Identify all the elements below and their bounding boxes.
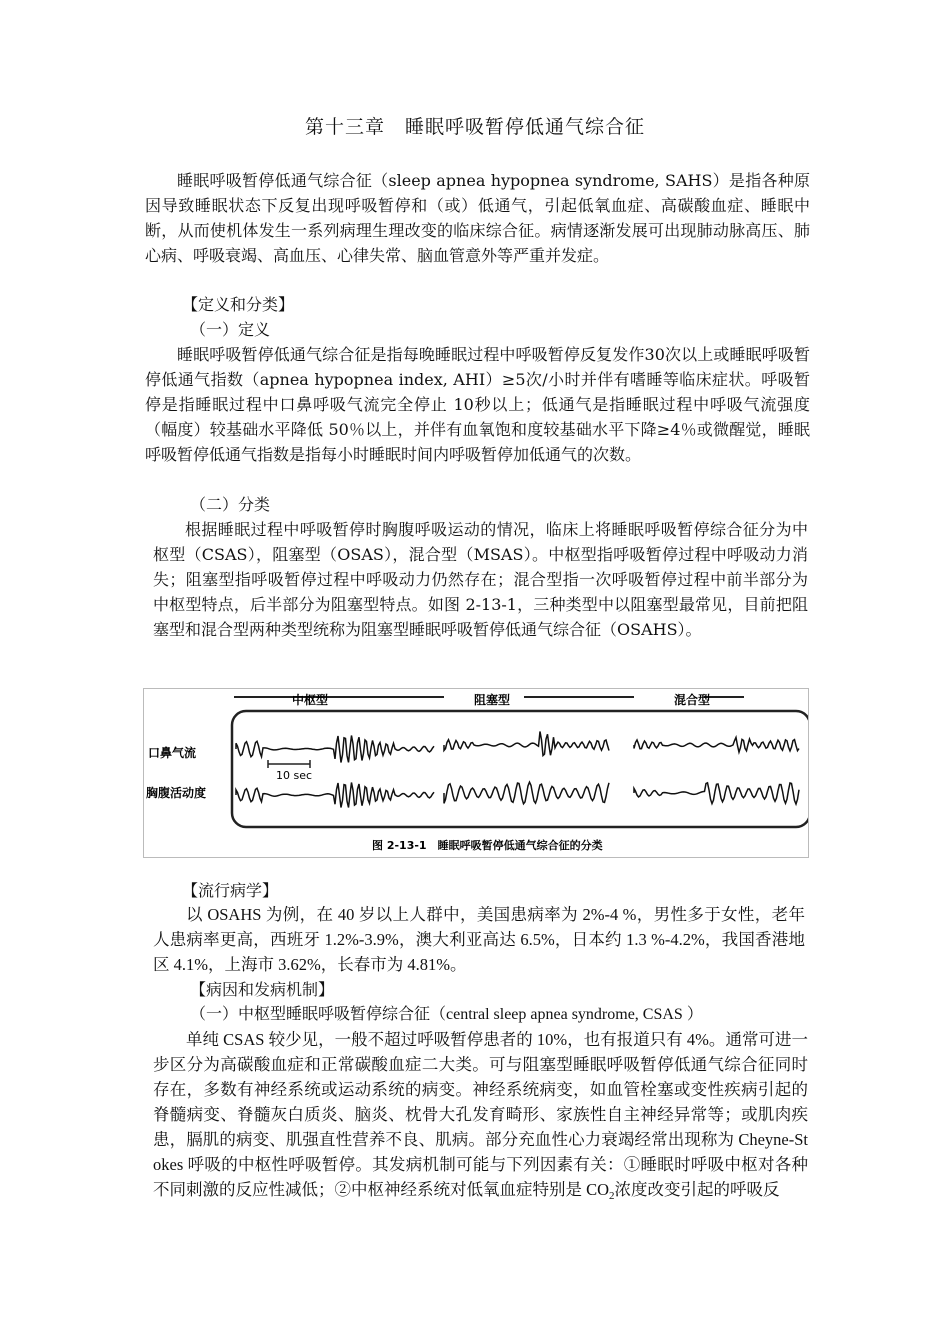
waveforms bbox=[236, 732, 799, 808]
obstructive-effort-trace bbox=[444, 782, 609, 804]
co2-subscript: 2 bbox=[609, 1190, 615, 1202]
label-central: 中枢型 bbox=[292, 693, 329, 707]
label-mixed: 混合型 bbox=[674, 693, 711, 707]
figure-caption: 图 2-13-1 睡眠呼吸暂停低通气综合征的分类 bbox=[372, 839, 603, 852]
central-effort-trace bbox=[236, 783, 434, 808]
intro-paragraph: 睡眠呼吸暂停低通气综合征（sleep apnea hypopnea syndrome, SAHS）是指各种原因导致睡眠状态下反复出现呼吸暂停和（或）低通气，引起低氧血症、高碳酸血症、睡眠中断，从而使机体发生一系列病理生理改变的临床综合征。病情逐渐发展可出现肺动脉高压、肺心病、呼吸衰竭、高血压、心律失常、脑血管意外等严重并发症。 bbox=[145, 171, 810, 265]
definition-paragraph: 睡眠呼吸暂停低通气综合征是指每晚睡眠过程中呼吸暂停反复发作30次以上或睡眠呼吸暂停低通气指数（apnea hypopnea index, AHI）≥5次/小时并伴有嗜睡等临床症状。呼吸暂停是指睡眠过程中口鼻呼吸气流完全停止 10秒以上；低通气是指睡眠过程中呼吸气流强度（幅度）较基础水平降低 50％以上，并伴有血氧饱和度较基础水平下降≥4％或微醒觉，睡眠呼吸暂停低通气指数是指每小时睡眠时间内呼吸暂停加低通气的次数。 bbox=[145, 345, 810, 464]
obstructive-airflow-trace bbox=[444, 732, 609, 756]
subheading-csas: （一）中枢型睡眠呼吸暂停综合征（central sleep apnea syndrome, CSAS ） bbox=[190, 1006, 703, 1023]
subheading-classification: （二）分类 bbox=[190, 495, 271, 514]
chapter-title: 第十三章 睡眠呼吸暂停低通气综合征 bbox=[304, 116, 645, 138]
figure-sleep-apnea-types bbox=[143, 688, 809, 858]
epidemiology-paragraph: 以 OSAHS 为例，在 40 岁以上人群中，美国患病率为 2%-4 %，男性多于女性，老年人患病率更高，西班牙 1.2%-3.9%，澳大利亚高达 6.5%，日本约 1.3 %-4.2%，我国香港地区 4.1%，上海市 3.62%，长春市为 4.81%。 bbox=[153, 905, 805, 974]
mixed-airflow-trace bbox=[634, 737, 799, 752]
mixed-effort-trace bbox=[634, 783, 799, 804]
csas-paragraph bbox=[153, 1027, 808, 1202]
label-effort: 胸腹活动度 bbox=[146, 786, 207, 800]
csas-text: 单纯 CSAS 较少见，一般不超过呼吸暂停患者的 10%，也有报道只有 4%。通常可进一步区分为高碳酸血症和正常碳酸血症二大类。可与阻塞型睡眠呼吸暂停低通气综合征同时存在，多数有神经系统或运动系统的病变。神经系统病变，如血管栓塞或变性疾病引起的脊髓病变、脊髓灰白质炎、脑炎、枕骨大孔发育畸形、家族性自主神经异常等；或肌肉疾患，膈肌的病变、肌强直性营养不良、肌病。部分充血性心力衰竭经常出现称为 Cheyne-Stokes 呼吸的中枢性呼吸暂停。其发病机制可能与下列因素有关：①睡眠时呼吸中枢对各种不同刺激的反应性减低；②中枢神经系统对低氧血症特别是 CO bbox=[153, 1030, 808, 1199]
scale-label: 10 sec bbox=[276, 769, 313, 782]
figure-frame bbox=[232, 711, 808, 827]
section-heading-definition: 【定义和分类】 bbox=[182, 295, 295, 314]
section-heading-etiology: 【病因和发病机制】 bbox=[190, 980, 335, 999]
classification-paragraph: 根据睡眠过程中呼吸暂停时胸腹呼吸运动的情况，临床上将睡眠呼吸暂停综合征分为中枢型（CSAS），阻塞型（OSAS），混合型（MSAS）。中枢型指呼吸暂停过程中呼吸动力消失；阻塞型指呼吸暂停过程中呼吸动力仍然存在；混合型指一次呼吸暂停过程中前半部分为中枢型特点，后半部分为阻塞型特点。如图 2-13-1，三种类型中以阻塞型最常见，目前把阻塞型和混合型两种类型统称为阻塞型睡眠呼吸暂停低通气综合征（OSAHS）。 bbox=[153, 520, 808, 639]
figure-svg bbox=[144, 689, 808, 857]
label-airflow: 口鼻气流 bbox=[148, 746, 197, 760]
central-airflow-trace bbox=[236, 736, 434, 763]
subheading-definition: （一）定义 bbox=[190, 320, 271, 339]
csas-text-tail: 浓度改变引起的呼吸反 bbox=[614, 1180, 780, 1199]
section-heading-epidemiology: 【流行病学】 bbox=[182, 881, 279, 900]
label-obstructive: 阻塞型 bbox=[474, 693, 511, 707]
